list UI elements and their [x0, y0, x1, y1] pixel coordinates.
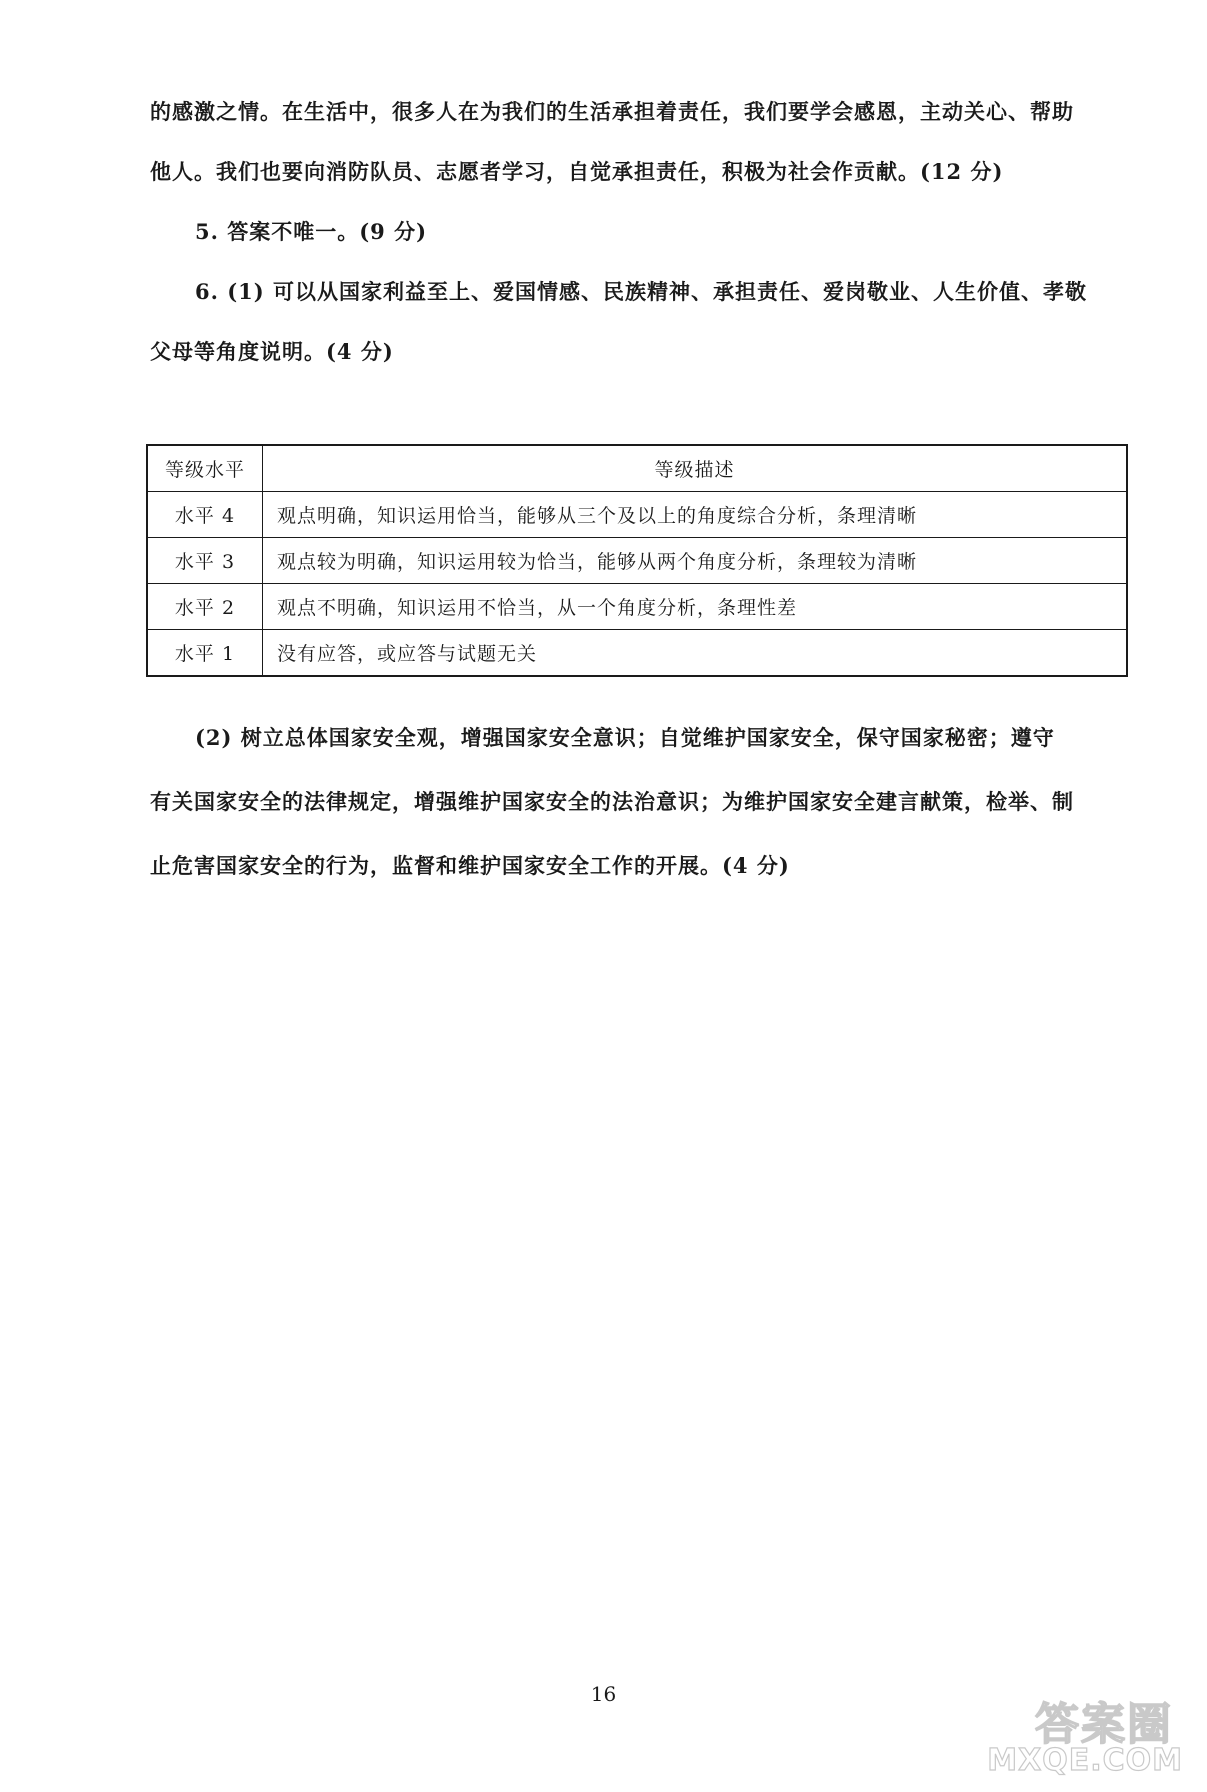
cell-description: 观点明确，知识运用恰当，能够从三个及以上的角度综合分析，条理清晰 — [263, 492, 1128, 538]
table-row — [147, 584, 1127, 630]
answer-6-part-1-line: 6. (1) 可以从国家利益至上、爱国情感、民族精神、承担责任、爱岗敬业、人生价值、孝敬 — [195, 279, 1088, 304]
answer-6-part-2-line: 止危害国家安全的行为，监督和维护国家安全工作的开展。(4 分) — [150, 853, 790, 878]
watermark-url: MXQE.COM — [987, 1743, 1183, 1778]
cell-level: 水平 4 — [147, 492, 263, 538]
paragraph-line: 他人。我们也要向消防队员、志愿者学习，自觉承担责任，积极为社会作贡献。(12 分) — [150, 159, 1004, 184]
cell-level: 水平 2 — [147, 584, 263, 630]
cell-level: 水平 3 — [147, 538, 263, 584]
answer-6-part-2-line: 有关国家安全的法律规定，增强维护国家安全的法治意识；为维护国家安全建言献策，检举、制 — [150, 789, 1074, 814]
cell-description: 没有应答，或应答与试题无关 — [263, 630, 1128, 677]
header-description: 等级描述 — [263, 445, 1128, 492]
answer-6-part-1-line: 父母等角度说明。(4 分) — [150, 339, 394, 364]
table-header-row — [147, 445, 1127, 492]
table-row — [147, 630, 1127, 677]
watermark-logo — [987, 1688, 1189, 1778]
table-row — [147, 538, 1127, 584]
paragraph-line: 的感激之情。在生活中，很多人在为我们的生活承担着责任，我们要学会感恩，主动关心、帮助 — [150, 99, 1074, 124]
cell-level: 水平 1 — [147, 630, 263, 677]
scoring-rubric-table — [146, 444, 1128, 677]
page-number: 16 — [590, 1682, 617, 1706]
table-row — [147, 492, 1127, 538]
answer-6-part-2-line: (2) 树立总体国家安全观，增强国家安全意识；自觉维护国家安全，保守国家秘密；遵守 — [195, 725, 1055, 750]
cell-description: 观点较为明确，知识运用较为恰当，能够从两个角度分析，条理较为清晰 — [263, 538, 1128, 584]
watermark-text: 答案圈 — [1035, 1699, 1173, 1750]
header-level: 等级水平 — [147, 445, 263, 492]
answer-5: 5. 答案不唯一。(9 分) — [195, 219, 428, 244]
cell-description: 观点不明确，知识运用不恰当，从一个角度分析，条理性差 — [263, 584, 1128, 630]
